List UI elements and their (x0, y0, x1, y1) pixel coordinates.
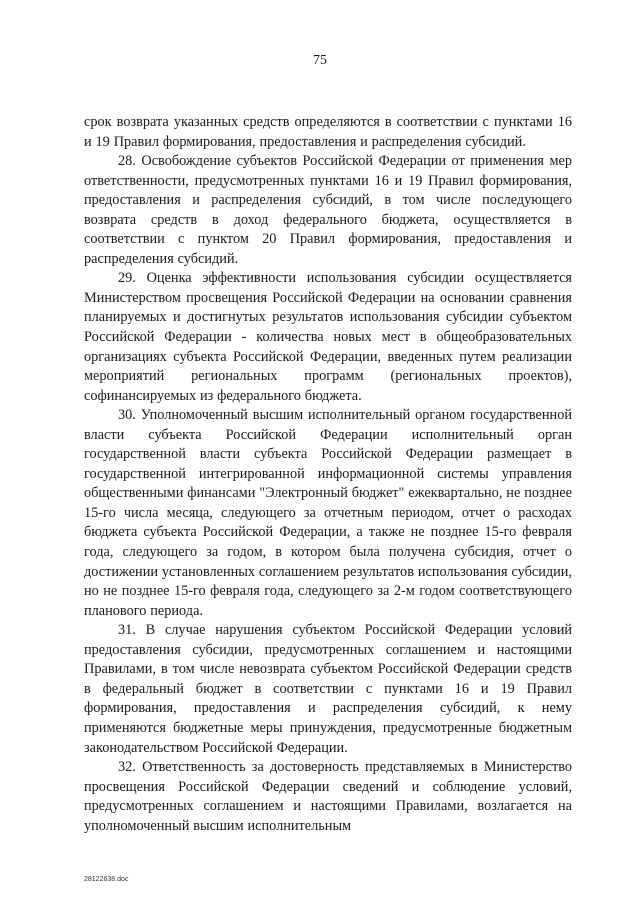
document-body (84, 113, 572, 836)
paragraph-clause-32: 32. Ответственность за достоверность представляемых в Министерство просвещения Российской Федерации сведений и соблюдение условий, предусмотренных соглашением и настоящими Правилами, возлагается на уполномоченный высшим исполнительным (84, 759, 572, 834)
paragraph-clause-30: 30. Уполномоченный высшим исполнительный органом государственной власти субъекта Российской Федерации исполнительный орган государственной власти субъекта Российской Федерации размещает в государственной интегрированной информационной системы управления общественными финансами "Электронный бюджет" ежеквартально, не позднее 15-го числа месяца, следующего за отчетным периодом, отчет о расходах бюджета субъекта Российской Федерации, а также не позднее 15-го февраля года, следующего за годом, в котором была получена субсидия, отчет о достижении установленных соглашением результатов использования субсидии, но не позднее 15-го февраля года, следующего за 2-м годом соответствующего планового периода. (84, 407, 573, 619)
paragraph-clause-31: 31. В случае нарушения субъектом Российской Федерации условий предоставления субсидии, предусмотренных соглашением и настоящими Правилами, в том числе невозврата субъектом Российской Федерации средств в федеральный бюджет в соответствии с пунктами 16 и 19 Правил формирования, предоставления и распределения субсидий, к нему применяются бюджетные меры принуждения, предусмотренные бюджетным законодательством Российской Федерации. (84, 622, 572, 756)
footer-filename: 28122638.doc (84, 876, 129, 883)
paragraph-continuation: срок возврата указанных средств определяются в соответствии с пунктами 16 и 19 Правил формирования, предоставления и распределения субсидий. (84, 114, 572, 150)
paragraph-clause-28: 28. Освобождение субъектов Российской Федерации от применения мер ответственности, предусмотренных пунктами 16 и 19 Правил формирования, предоставления и распределения субсидий, в том числе последующего возврата средств в доход федерального бюджета, осуществляется в соответствии с пунктом 20 Правил формирования, предоставления и распределения субсидий. (84, 153, 572, 267)
page-number: 75 (313, 53, 327, 68)
paragraph-clause-29: 29. Оценка эффективности использования субсидии осуществляется Министерством просвещения Российской Федерации на основании сравнения планируемых и достигнутых результатов использования субсидии субъектом Российской Федерации - количества новых мест в общеобразовательных организациях субъекта Российской Федерации, введенных путем реализации мероприятий региональных программ (региональных проектов), софинансируемых из федерального бюджета. (84, 270, 572, 404)
